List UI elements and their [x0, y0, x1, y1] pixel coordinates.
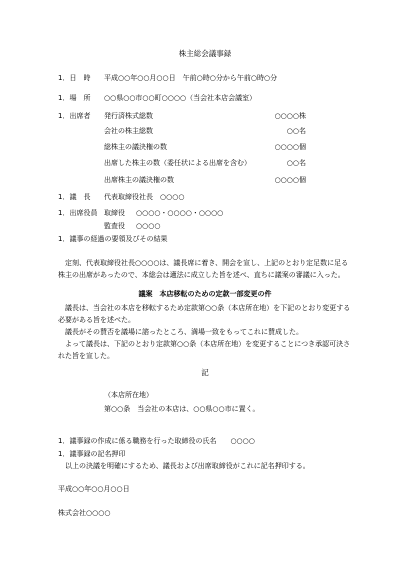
opening-paragraph — [58, 257, 354, 281]
attendance-value-present-votes: ○○○○個 — [274, 176, 306, 184]
officer-title-auditor: 監査役 — [104, 222, 125, 230]
place-value: ○○県○○市○○町○○○○（当会社本店会議室） — [104, 94, 257, 102]
ki-heading: 記 — [201, 368, 209, 377]
proceedings-heading: 1．議事の経過の要領及びその結果 — [58, 235, 168, 243]
officer-names-auditor: ○○○○ — [136, 222, 161, 230]
opening-paragraph-text: 定刻、代表取締役社長○○○○は、議長席に着き、開会を宣し、上記のとおり定足数に足る株主の出席があったので、本総会は適法に成立した旨を述べ、直ちに議案の審議に入った。 — [58, 259, 349, 279]
officer-title-directors: 取締役 — [104, 209, 125, 217]
attendance-value-present: ○○名 — [286, 159, 306, 167]
closing-item-seal: 1．議事録の記名押印 — [58, 450, 126, 458]
closing-sentence: 以上の決議を明確にするため、議長および出席取締役がこれに記名押印する。 — [58, 462, 310, 470]
agenda-body — [58, 302, 354, 362]
attendance-value-votes: ○○○○個 — [274, 143, 306, 151]
closing-item-author: 1．議事録の作成に係る職務を行った取締役の氏名 ○○○○ — [58, 437, 255, 445]
agenda-paragraph: 議長は、当会社の本店を移転するため定款第○○条（本店所在地）を下記のとおり変更する必要がある旨を述べた。 — [58, 304, 351, 324]
document-title: 株主総会議事録 — [178, 49, 232, 58]
date-value: 平成○○年○○月○○日 午前○時○分から午前○時○分 — [104, 74, 278, 82]
location-article: 第○○条 当会社の本店は、○○県○○市に置く。 — [104, 405, 260, 413]
attendance-value-shares: ○○○○株 — [274, 112, 306, 120]
attendance-value-shareholders: ○○名 — [286, 127, 306, 135]
place-label: 1．場 所 — [58, 94, 91, 102]
location-heading: （本店所在地） — [104, 391, 153, 399]
chair-label: 1．議 長 — [58, 193, 91, 201]
signature-date: 平成○○年○○月○○日 — [58, 485, 130, 493]
attendance-label-present: 出席した株主の数（委任状による出席を含む） — [104, 159, 251, 167]
company-name: 株式会社○○○○ — [58, 509, 111, 517]
officers-label: 1．出席役員 — [58, 209, 98, 217]
attendance-label-shareholders: 会社の株主総数 — [104, 127, 153, 135]
officer-names-directors: ○○○○・○○○○・○○○○ — [136, 209, 224, 217]
attendees-label: 1．出席者 — [58, 112, 91, 120]
agenda-paragraph: 議長がその賛否を議場に諮ったところ、満場一致をもってこれに賛成した。 — [58, 328, 303, 336]
chair-value: 代表取締役社長 ○○○○ — [104, 193, 185, 201]
agenda-heading: 議案 本店移転のための定款一部変更の件 — [138, 290, 272, 298]
attendance-label-shares: 発行済株式総数 — [104, 112, 153, 120]
agenda-paragraph: よって議長は、下記のとおり定款第○○条（本店所在地）を変更することにつき承認可決された旨を宣した。 — [58, 340, 351, 360]
attendance-label-votes: 総株主の議決権の数 — [104, 143, 167, 151]
date-label: 1．日 時 — [58, 74, 91, 82]
attendance-label-present-votes: 出席株主の議決権の数 — [104, 176, 174, 184]
